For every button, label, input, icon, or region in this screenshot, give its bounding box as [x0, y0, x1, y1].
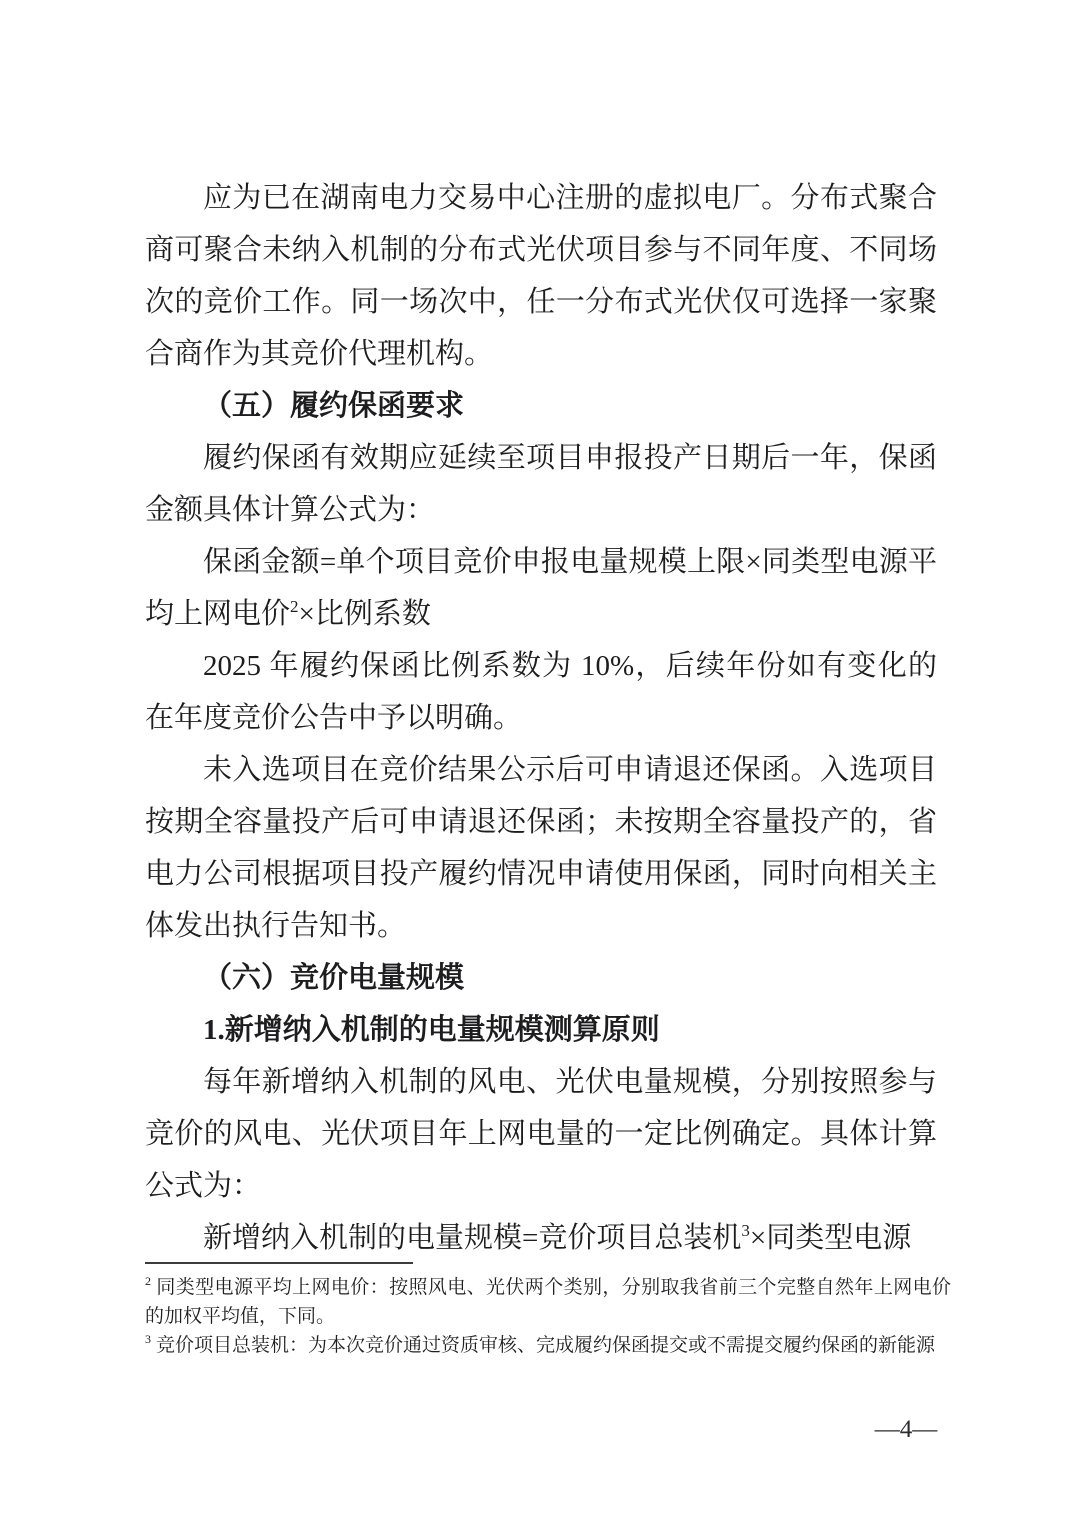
footnote-3-text: 竞价项目总装机：为本次竞价通过资质审核、完成履约保函提交或不需提交履约保函的新能源 [156, 1335, 936, 1356]
paragraph-annual-volume-rule: 每年新增纳入机制的风电、光伏电量规模，分别按照参与竞价的风电、光伏项目年上网电量的一定比例确定。具体计算公式为： [145, 1066, 937, 1202]
footnote-3-marker: 3 [145, 1332, 151, 1346]
footnote-divider [145, 1262, 413, 1264]
footnote-ref-3: 3 [741, 1221, 750, 1240]
page-number: —4— [874, 1416, 938, 1443]
paragraph-guarantee-refund: 未入选项目在竞价结果公示后可申请退还保函。入选项目按期全容量投产后可申请退还保函；未按期全容量投产的，省电力公司根据项目投产履约情况申请使用保函，同时向相关主体发出执行告知书。 [145, 754, 937, 942]
formula-guarantee-amount-text: 保函金额=单个项目竞价申报电量规模上限×同类型电源平均上网电价 [145, 546, 937, 630]
footnote-area [145, 1262, 951, 1360]
formula-new-volume [145, 1212, 937, 1264]
footnote-ref-2: 2 [290, 597, 299, 616]
paragraph-aggregator-rules: 应为已在湖南电力交易中心注册的虚拟电厂。分布式聚合商可聚合未纳入机制的分布式光伏项目参与不同年度、不同场次的竞价工作。同一场次中，任一分布式光伏仅可选择一家聚合商作为其竞价代理机构。 [145, 182, 937, 370]
paragraph-guarantee-validity: 履约保函有效期应延续至项目申报投产日期后一年，保函金额具体计算公式为： [145, 442, 937, 526]
section-heading-5-guarantee-requirements: （五）履约保函要求 [203, 390, 465, 422]
footnote-2-marker: 2 [145, 1274, 151, 1288]
footnote-2 [145, 1273, 951, 1331]
formula-guarantee-amount-tail: ×比例系数 [298, 598, 431, 630]
footnote-3 [145, 1331, 951, 1360]
footnote-2-text: 同类型电源平均上网电价：按照风电、光伏两个类别，分别取我省前三个完整自然年上网电价的加权平均值，下同。 [145, 1277, 951, 1327]
formula-new-volume-text: 新增纳入机制的电量规模=竞价项目总装机 [203, 1222, 742, 1254]
formula-new-volume-tail: ×同类型电源 [749, 1222, 912, 1254]
formula-guarantee-amount [145, 536, 937, 640]
subsection-heading-1-calculation-principle: 1.新增纳入机制的电量规模测算原则 [203, 1014, 660, 1046]
document-body [145, 172, 937, 1264]
paragraph-2025-ratio: 2025 年履约保函比例系数为 10%，后续年份如有变化的在年度竞价公告中予以明确。 [145, 650, 937, 734]
section-heading-6-bidding-volume: （六）竞价电量规模 [203, 962, 465, 994]
